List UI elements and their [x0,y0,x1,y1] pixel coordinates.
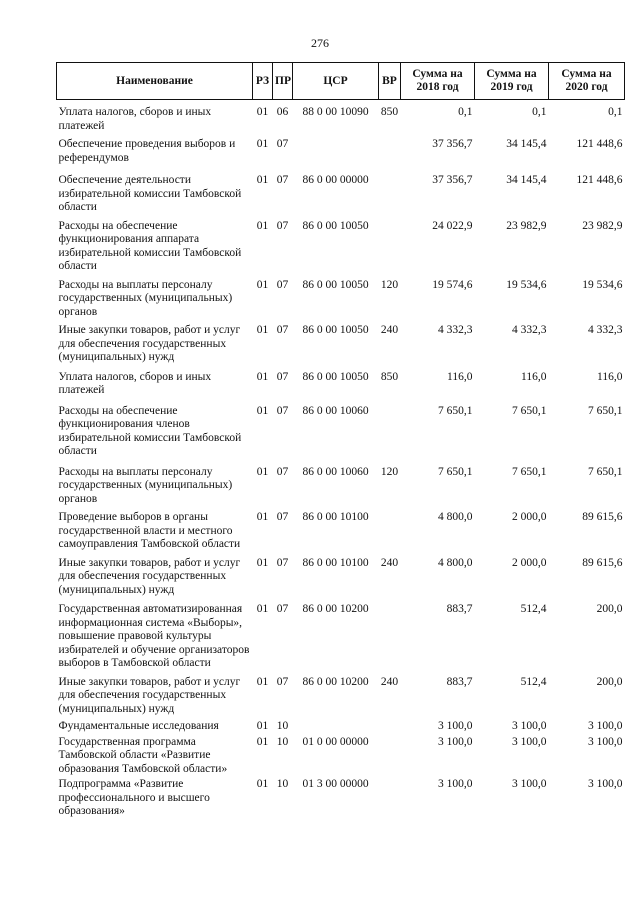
cell-vr: 120 [380,278,399,291]
cell-pr: 07 [276,278,289,291]
cell-s2020: 23 982,9 [582,219,623,232]
cell-csr: 86 0 00 10060 [302,465,369,478]
cell-pr: 07 [276,138,289,150]
cell-vr [379,511,401,557]
cell-s2018: 7 650,1 [438,404,473,417]
table-row [57,138,625,174]
header-name: Наименование [57,63,253,100]
cell-rz: 01 [256,370,269,383]
cell-rz: 01 [256,675,269,688]
cell-s2020: 19 534,6 [582,278,623,291]
cell-s2019: 3 100,0 [512,735,547,748]
cell-name: Государственная программа Тамбовской области «Развитие образования Тамбовской области» [58,735,228,775]
cell-s2020: 89 615,6 [582,556,623,569]
cell-rz: 01 [256,511,269,523]
table-row [57,603,625,676]
cell-s2018: 116,0 [447,370,473,383]
table-row [57,720,625,736]
cell-s2020: 116,0 [597,370,623,383]
cell-vr: 120 [380,465,399,478]
cell-vr: 240 [380,556,399,569]
cell-s2019: 34 145,4 [506,174,547,186]
table-row [57,778,625,821]
cell-name: Иные закупки товаров, работ и услуг для обеспечения государственных (муниципальных) нужд [58,675,241,715]
cell-s2018: 3 100,0 [438,778,473,790]
cell-s2018: 4 800,0 [438,511,473,523]
cell-s2018: 883,7 [446,603,473,615]
cell-vr [379,405,401,466]
table-row [57,100,625,139]
cell-rz: 01 [256,138,269,150]
cell-csr: 86 0 00 10100 [302,556,369,569]
cell-pr: 10 [276,778,289,790]
cell-pr: 07 [276,465,289,478]
cell-s2019: 23 982,9 [506,219,547,232]
cell-rz: 01 [256,106,269,118]
cell-rz: 01 [256,556,269,569]
table-row [57,736,625,779]
table-row [57,371,625,405]
cell-name: Обеспечение деятельности избирательной комиссии Тамбовской области [58,174,242,213]
cell-s2019: 512,4 [520,603,547,615]
cell-s2020: 3 100,0 [588,778,623,790]
cell-name: Фундаментальные исследования [58,720,219,732]
cell-s2018: 883,7 [446,675,473,688]
cell-vr: 240 [380,324,399,336]
cell-s2019: 116,0 [521,370,547,383]
cell-name: Проведение выборов в органы государственной власти и местного самоуправления Тамбовской области [58,511,241,550]
table-row [57,511,625,557]
cell-pr: 07 [276,219,289,232]
cell-pr: 10 [276,720,289,732]
cell-name: Уплата налогов, сборов и иных платежей [58,370,212,396]
page-number: 276 [311,36,329,50]
cell-vr: 850 [380,370,399,383]
cell-vr: 240 [380,675,399,688]
cell-pr: 10 [276,735,289,748]
cell-name: Уплата налогов, сборов и иных платежей [58,106,212,132]
cell-vr: 850 [380,106,399,118]
table-row [57,174,625,220]
cell-name: Государственная автоматизированная информационная система «Выборы», повышение правовой культуры избирателей и обучение организаторов выборов в Тамбовской области [58,603,250,669]
cell-rz: 01 [256,324,269,336]
cell-rz: 01 [256,174,269,186]
cell-pr: 07 [276,404,289,417]
cell-s2019: 2 000,0 [512,556,547,569]
cell-rz: 01 [256,219,269,232]
table-row [57,220,625,279]
header-vr: ВР [379,63,401,100]
cell-s2019: 2 000,0 [512,511,547,523]
cell-s2020: 7 650,1 [588,404,623,417]
cell-s2018: 37 356,7 [432,174,473,186]
cell-rz: 01 [256,735,269,748]
cell-s2020: 3 100,0 [588,735,623,748]
cell-pr: 07 [276,370,289,383]
table-header-row [57,63,625,100]
cell-csr: 86 0 00 10050 [302,370,369,383]
cell-s2019: 3 100,0 [512,720,547,732]
cell-s2019: 0,1 [532,106,547,118]
table-row [57,557,625,604]
cell-vr [379,720,401,736]
cell-s2020: 200,0 [596,603,623,615]
cell-pr: 07 [276,324,289,336]
cell-pr: 07 [276,174,289,186]
cell-s2018: 19 574,6 [432,278,473,291]
cell-s2020: 0,1 [608,106,623,118]
header-rz: РЗ [253,63,273,100]
cell-s2018: 7 650,1 [438,465,473,478]
cell-s2019: 512,4 [520,675,547,688]
table-row [57,466,625,512]
cell-s2020: 121 448,6 [576,138,623,150]
cell-csr [293,720,379,736]
cell-s2019: 19 534,6 [506,278,547,291]
cell-rz: 01 [256,778,269,790]
cell-csr: 86 0 00 10200 [302,675,369,688]
cell-name: Расходы на обеспечение функционирования членов избирательной комиссии Тамбовской области [58,404,242,457]
cell-rz: 01 [256,603,269,615]
cell-name: Расходы на обеспечение функционирования аппарата избирательной комиссии Тамбовской области [58,219,242,272]
cell-rz: 01 [256,720,269,732]
cell-name: Обеспечение проведения выборов и референдумов [58,138,236,164]
cell-s2020: 200,0 [596,675,623,688]
cell-csr: 86 0 00 10060 [302,404,369,417]
cell-vr [379,778,401,821]
header-pr: ПР [273,63,293,100]
table-row [57,324,625,371]
cell-rz: 01 [256,465,269,478]
cell-pr: 07 [276,556,289,569]
cell-s2018: 4 800,0 [438,556,473,569]
cell-csr: 86 0 00 10050 [302,324,369,336]
cell-vr [379,736,401,779]
cell-rz: 01 [256,404,269,417]
cell-vr [379,220,401,279]
cell-pr: 07 [276,511,289,523]
cell-pr: 07 [276,603,289,615]
cell-csr: 86 0 00 10100 [302,511,369,523]
cell-s2020: 121 448,6 [576,174,623,186]
table-row [57,405,625,466]
cell-s2020: 4 332,3 [588,324,623,336]
table-row [57,676,625,721]
budget-table [56,62,625,821]
cell-csr: 01 0 00 00000 [302,735,369,748]
cell-s2018: 3 100,0 [438,735,473,748]
cell-s2020: 3 100,0 [588,720,623,732]
cell-pr: 06 [276,106,289,118]
cell-csr [293,138,379,174]
cell-s2019: 4 332,3 [512,324,547,336]
cell-s2018: 37 356,7 [432,138,473,150]
cell-name: Расходы на выплаты персоналу государственных (муниципальных) органов [58,465,233,505]
cell-csr: 01 3 00 00000 [302,778,369,790]
cell-s2020: 89 615,6 [582,511,623,523]
cell-vr [379,603,401,676]
header-sum-2020: Сумма на 2020 год [549,63,625,100]
cell-csr: 86 0 00 10050 [302,278,369,291]
header-sum-2018: Сумма на 2018 год [401,63,475,100]
table-body [57,100,625,821]
cell-s2018: 3 100,0 [438,720,473,732]
cell-s2019: 7 650,1 [512,404,547,417]
header-sum-2019: Сумма на 2019 год [475,63,549,100]
cell-csr: 88 0 00 10090 [302,106,369,118]
cell-vr [379,174,401,220]
cell-pr: 07 [276,675,289,688]
cell-s2018: 24 022,9 [432,219,473,232]
cell-csr: 86 0 00 10050 [302,219,369,232]
cell-s2018: 0,1 [458,106,473,118]
cell-name: Подпрограмма «Развитие профессионального и высшего образования» [58,778,210,817]
cell-s2019: 34 145,4 [506,138,547,150]
cell-csr: 86 0 00 10200 [302,603,369,615]
header-csr: ЦСР [293,63,379,100]
cell-s2019: 3 100,0 [512,778,547,790]
cell-s2020: 7 650,1 [588,465,623,478]
cell-name: Иные закупки товаров, работ и услуг для обеспечения государственных (муниципальных) нужд [58,556,241,596]
cell-rz: 01 [256,278,269,291]
cell-s2018: 4 332,3 [438,324,473,336]
cell-name: Расходы на выплаты персоналу государственных (муниципальных) органов [58,278,233,318]
table-row [57,279,625,325]
cell-name: Иные закупки товаров, работ и услуг для обеспечения государственных (муниципальных) нужд [58,324,241,363]
cell-s2019: 7 650,1 [512,465,547,478]
cell-csr: 86 0 00 00000 [302,174,369,186]
cell-vr [379,138,401,174]
